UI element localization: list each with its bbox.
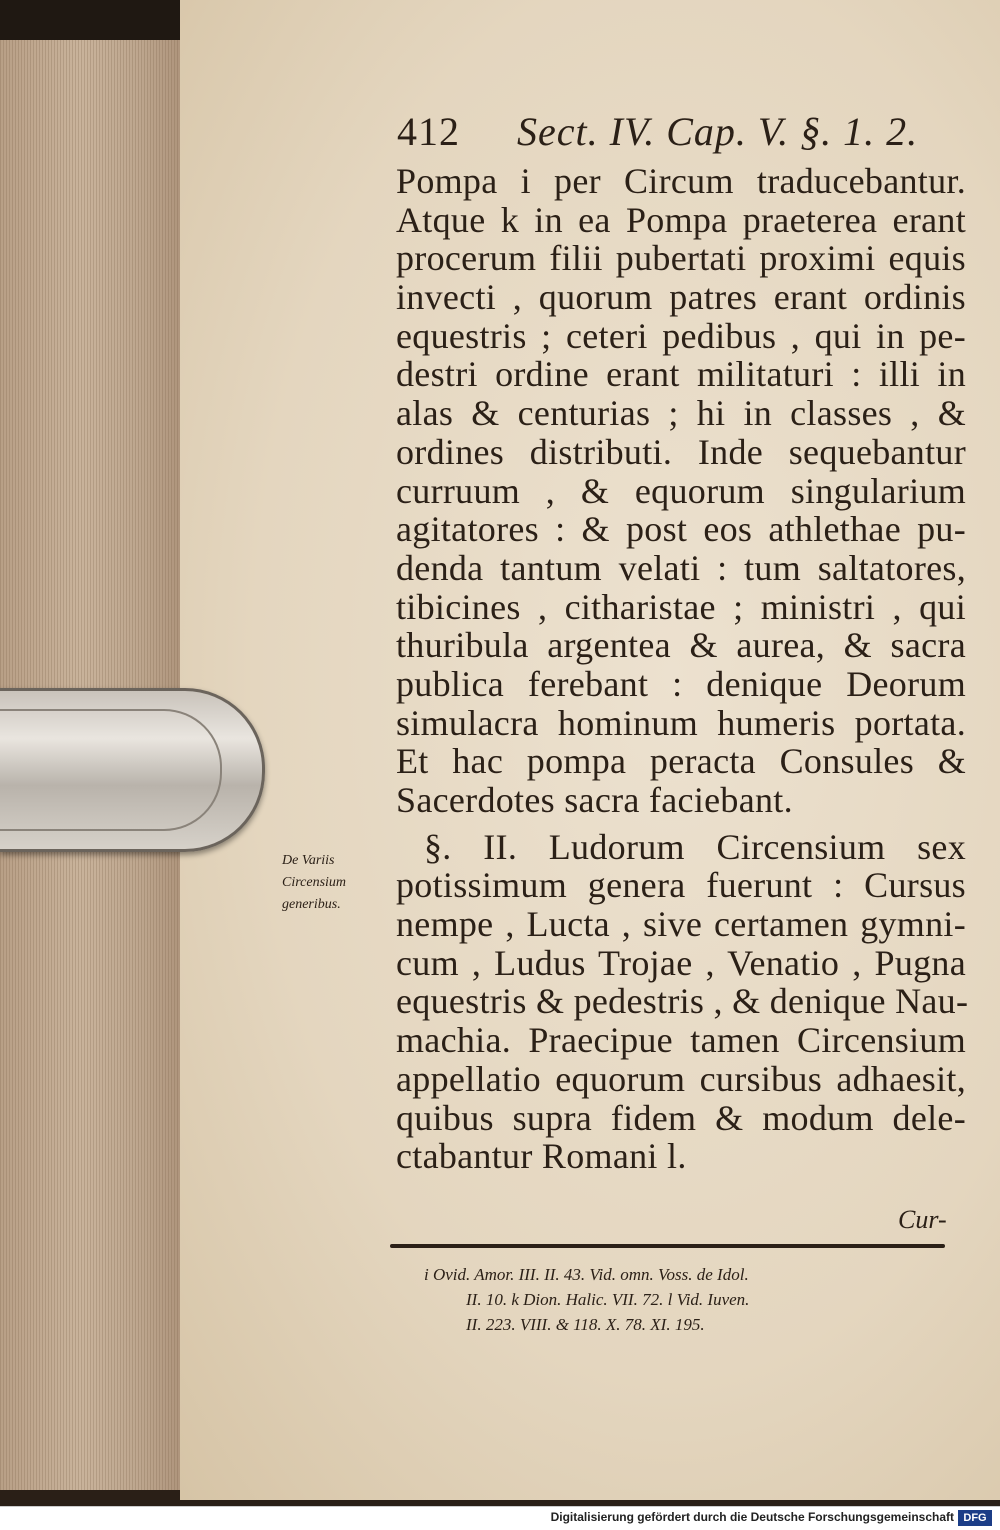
text-line: simulacra hominum humeris portata.	[396, 702, 966, 743]
text-line: agitatores : & post eos athlethae pu-	[396, 509, 966, 550]
digitization-banner	[0, 1506, 1000, 1530]
text-line: procerum filii pubertati proximi equis	[396, 238, 966, 279]
margin-note-line: De Variis	[282, 853, 335, 868]
text-line: equestris & pedestris , & denique Nau-	[396, 981, 969, 1022]
dfg-logo: DFG	[958, 1510, 992, 1526]
running-head: Sect. IV. Cap. V. §. 1. 2.	[517, 109, 919, 154]
footnote-line: II. 10. k Dion. Halic. VII. 72. l Vid. Iuven.	[466, 1290, 750, 1309]
footnote-line: II. 223. VIII. & 118. X. 78. XI. 195.	[466, 1315, 705, 1334]
text-line: alas & centurias ; hi in classes , &	[396, 393, 966, 434]
footnote-line: i Ovid. Amor. III. II. 43. Vid. omn. Voss. de Idol.	[424, 1265, 749, 1284]
text-line: invecti , quorum patres erant ordinis	[396, 277, 966, 318]
page-clip	[0, 688, 265, 852]
text-line: equestris ; ceteri pedibus , qui in pe-	[396, 315, 966, 356]
text-line: publica ferebant : denique Deorum	[396, 663, 966, 704]
text-line: machia. Praecipue tamen Circensium	[396, 1020, 966, 1061]
text-line: thuribula argentea & aurea, & sacra	[396, 625, 966, 666]
text-line: nempe , Lucta , sive certamen gymni-	[396, 904, 966, 945]
text-line: tibicines , citharistae ; ministri , qui	[396, 586, 966, 627]
text-line: ordines distributi. Inde sequebantur	[396, 431, 966, 472]
running-header	[397, 108, 918, 155]
page-number: 412	[397, 109, 460, 154]
footnote-rule	[390, 1244, 945, 1248]
catchword: Cur-	[898, 1205, 947, 1234]
text-line: ctabantur Romani l.	[396, 1136, 687, 1177]
text-line: Et hac pompa peracta Consules &	[396, 741, 966, 782]
text-line: curruum , & equorum singularium	[396, 470, 966, 511]
page-clip-inner	[0, 709, 222, 831]
text-line: appellatio equorum cursibus adhaesit,	[396, 1058, 966, 1099]
margin-note	[282, 850, 382, 916]
margin-note-line: generibus.	[282, 897, 341, 912]
banner-text: Digitalisierung gefördert durch die Deutsche Forschungsgemeinschaft	[550, 1510, 954, 1524]
text-line: potissimum genera fuerunt : Cursus	[396, 865, 966, 906]
text-line: §. II. Ludorum Circensium sex	[424, 826, 966, 867]
text-line: destri ordine erant militaturi : illi in	[396, 354, 966, 395]
text-line: cum , Ludus Trojae , Venatio , Pugna	[396, 942, 966, 983]
text-line: denda tantum velati : tum saltatores,	[396, 547, 966, 588]
footnotes	[424, 1262, 964, 1337]
text-line: quibus supra fidem & modum dele-	[396, 1097, 966, 1138]
text-line: Atque k in ea Pompa praeterea erant	[396, 199, 966, 240]
text-line: Pompa i per Circum traducebantur.	[396, 161, 966, 201]
text-line: Sacerdotes sacra faciebant.	[396, 780, 793, 820]
margin-note-line: Circensium	[282, 875, 347, 890]
body-text	[396, 161, 969, 1177]
